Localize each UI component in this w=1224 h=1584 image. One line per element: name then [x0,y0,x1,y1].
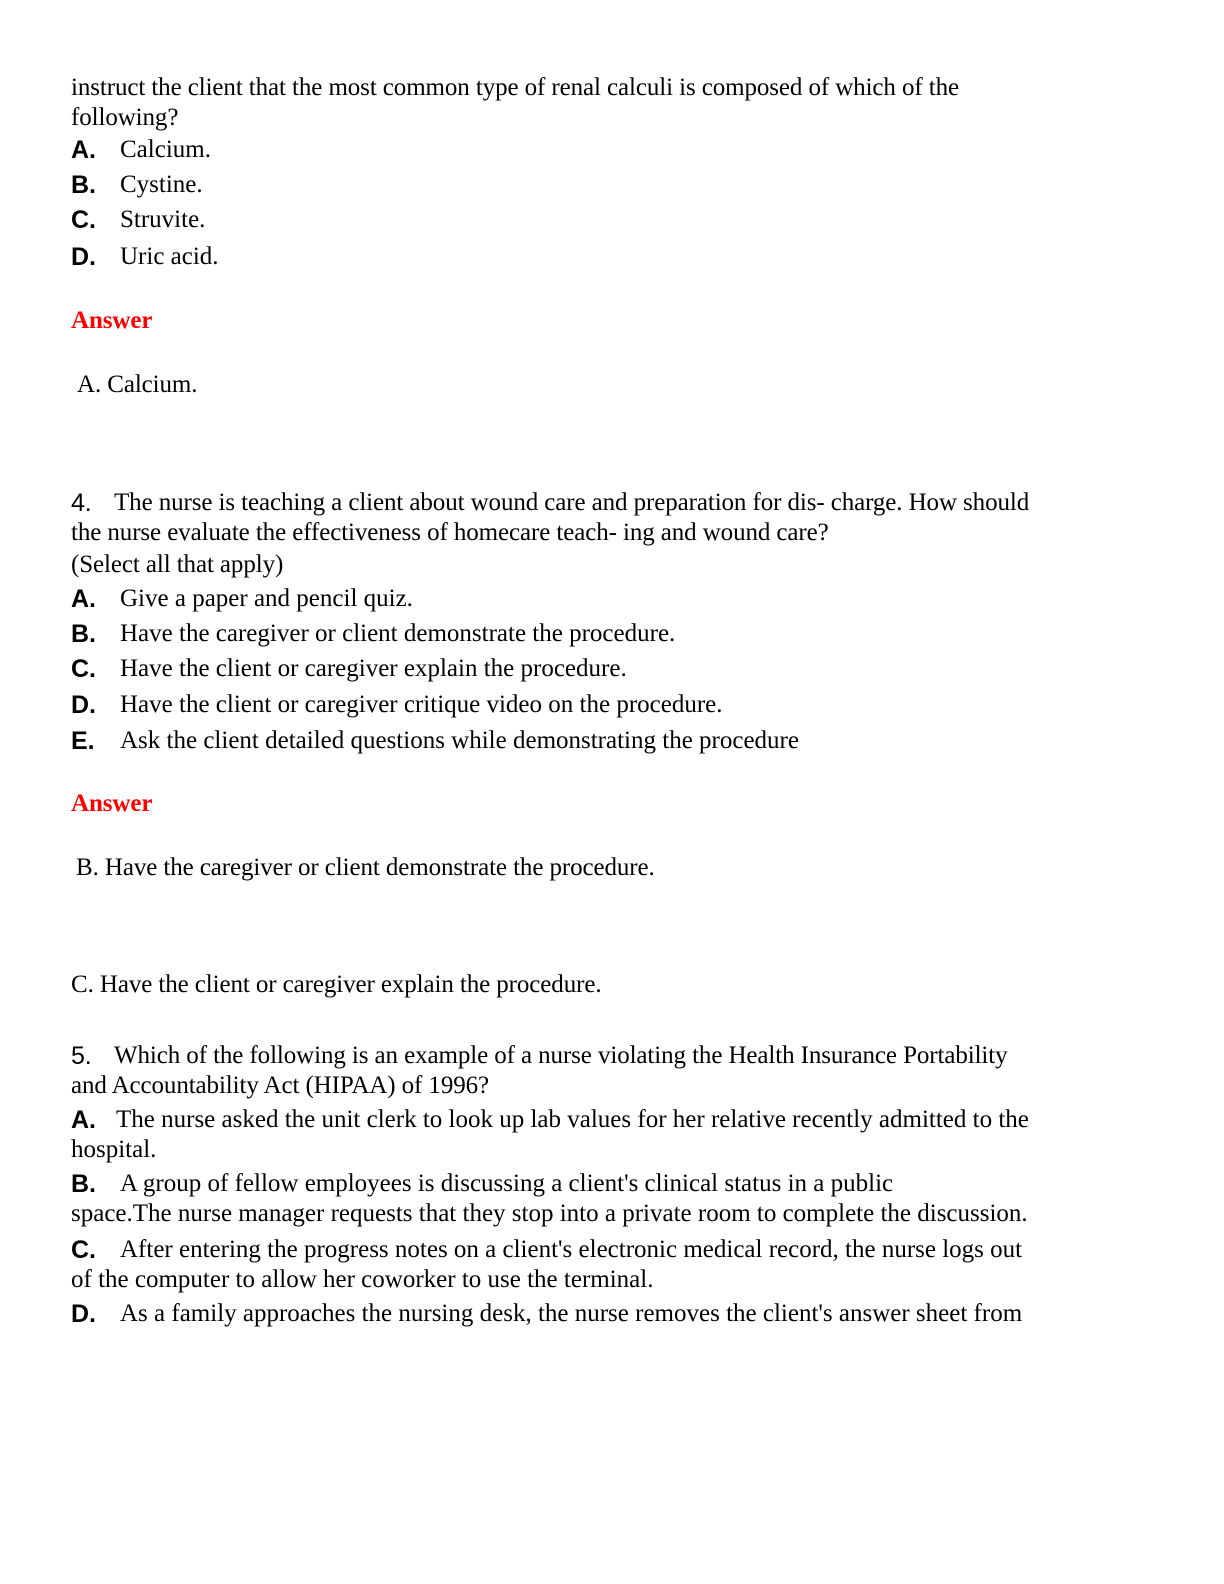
q3-answer-text: A. Calcium. [77,371,198,398]
option-letter: B. [71,171,96,199]
option-letter: C. [71,1236,96,1264]
option-text: Give a paper and pencil quiz. [120,585,413,612]
option-letter: A. [71,1106,96,1134]
question-number: 5. [71,1042,92,1070]
option-text: Struvite. [120,206,206,233]
question-number: 4. [71,489,92,517]
q3-stem-line-2: following? [71,104,179,131]
option-letter: D. [71,691,96,719]
option-letter: A. [71,585,96,613]
q4-stem-line-1: The nurse is teaching a client about wound care and preparation for dis- charge. How should [114,489,1030,516]
option-text-line-2: hospital. [71,1136,157,1163]
q4-answer-text-1: B. Have the caregiver or client demonstrate the procedure. [76,854,655,881]
option-text-line-1: As a family approaches the nursing desk, the nurse removes the client's answer sheet from [120,1300,1023,1327]
q5-stem-line-1: Which of the following is an example of a nurse violating the Health Insurance Portability [114,1042,1008,1069]
q3-stem-line-1: instruct the client that the most common type of renal calculi is composed of which of the [71,74,959,101]
option-letter: A. [71,136,96,164]
q4-stem-line-3: (Select all that apply) [71,551,284,578]
option-text: Ask the client detailed questions while demonstrating the procedure [120,727,799,754]
option-letter: D. [71,1300,96,1328]
option-text: Uric acid. [120,243,219,270]
option-text: Have the client or caregiver explain the procedure. [120,655,627,682]
option-text-line-1: After entering the progress notes on a client's electronic medical record, the nurse logs out [120,1236,1023,1263]
q4-answer-text-2: C. Have the client or caregiver explain the procedure. [71,971,602,998]
option-text-line-1: A group of fellow employees is discussing a client's clinical status in a public [120,1170,894,1197]
q3-answer-label: Answer [71,307,153,334]
option-text: Cystine. [120,171,203,198]
option-text: Have the client or caregiver critique video on the procedure. [120,691,723,718]
option-text: Calcium. [120,136,211,163]
option-letter: D. [71,243,96,271]
option-letter: B. [71,620,96,648]
option-text-line-2: space.The nurse manager requests that they stop into a private room to complete the discussion. [71,1200,1028,1227]
option-text-line-1: The nurse asked the unit clerk to look up lab values for her relative recently admitted to the [116,1106,1029,1133]
option-text-line-2: of the computer to allow her coworker to use the terminal. [71,1266,654,1293]
q4-stem-line-2: the nurse evaluate the effectiveness of homecare teach- ing and wound care? [71,519,829,546]
option-letter: B. [71,1170,96,1198]
q5-stem-line-2: and Accountability Act (HIPAA) of 1996? [71,1072,490,1099]
option-letter: C. [71,206,96,234]
q4-answer-label: Answer [71,790,153,817]
option-letter: C. [71,655,96,683]
option-letter: E. [71,727,95,755]
option-text: Have the caregiver or client demonstrate the procedure. [120,620,676,647]
